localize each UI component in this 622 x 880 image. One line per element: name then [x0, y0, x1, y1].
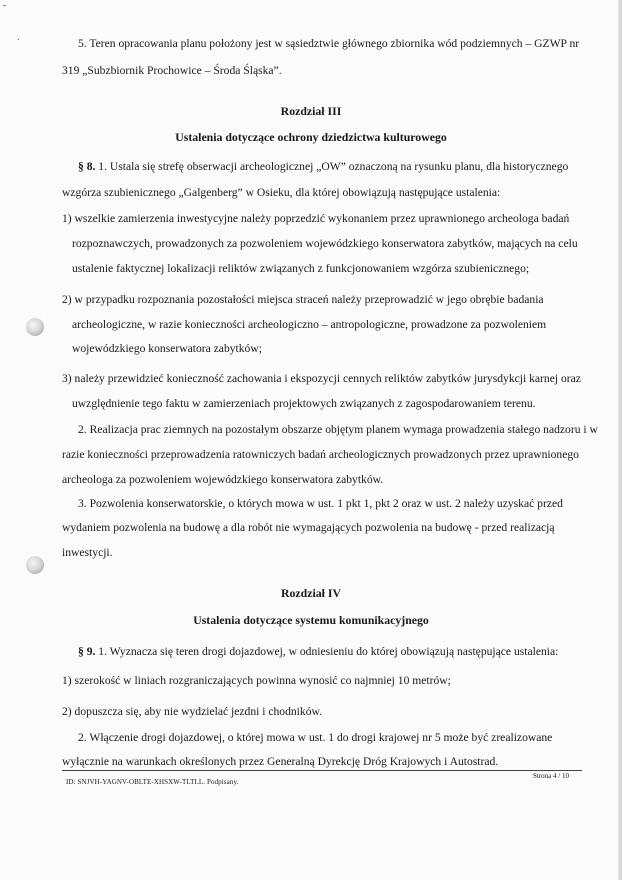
- paragraph-5-line-2: 319 „Subzbiornik Prochowice – Środa Śląska”.: [62, 64, 282, 77]
- section-8-intro-line-2: wzgórza szubienicznego „Galgenberg” w Osieku, dla której obowiązują następujące ustalenia:: [62, 186, 501, 199]
- section-9-intro-text: 1. Wyznacza się teren drogi dojazdowej, w odniesieniu do której obowiązują następujące ustalenia:: [98, 645, 559, 658]
- chapter-3-subtitle: Ustalenia dotyczące ochrony dziedzictwa kulturowego: [175, 130, 447, 144]
- footer-rule: [62, 770, 582, 771]
- section-8-p2-line-1: 2. Realizacja prac ziemnych na pozostałym obszarze objętym planem wymaga prowadzenia stałego nadzoru i w: [78, 423, 598, 436]
- section-8-p2-line-2: razie konieczności przeprowadzenia ratowniczych badań archeologicznych prowadzonych przez uprawnionego: [62, 448, 579, 461]
- chapter-3-title: Rozdział III: [280, 104, 342, 118]
- section-8-item-1-line-1: 1) wszelkie zamierzenia inwestycyjne należy poprzedzić wykonaniem przez uprawnionego archeologa badań: [62, 212, 570, 225]
- section-9-intro-line: [78, 645, 558, 659]
- section-8-p3-line-1: 3. Pozwolenia konserwatorskie, o których mowa w ust. 1 pkt 1, pkt 2 oraz w ust. 2 należy uzyskać przed: [78, 497, 563, 510]
- footer-page-number: Strona 4 / 10: [533, 772, 569, 780]
- section-8-item-3-line-2: uwzględnienie tego faktu w zamierzeniach projektowych związanych z zagospodarowaniem terenu.: [72, 397, 536, 410]
- section-8-item-3-line-1: 3) należy przewidzieć konieczność zachowania i ekspozycji cennych reliktów zabytków jurysdykcji karnej oraz: [62, 372, 581, 385]
- section-8-item-2-line-2: archeologiczne, w razie konieczności archeologiczno – antropologiczne, prowadzone za pozwoleniem: [72, 318, 547, 331]
- section-9-p2-line-1: 2. Włączenie drogi dojazdowej, o której mowa w ust. 1 do drogi krajowej nr 5 może być zrealizowane: [78, 731, 553, 744]
- chapter-4-title: Rozdział IV: [281, 586, 341, 600]
- section-8-marker: § 8.: [78, 160, 96, 173]
- chapter-4-subtitle: Ustalenia dotyczące systemu komunikacyjnego: [193, 613, 429, 627]
- section-9-item-1: 1) szerokość w liniach rozgraniczających powinna wynosić co najmniej 10 metrów;: [62, 674, 451, 687]
- section-8-item-1-line-3: ustalenie faktycznej lokalizacji reliktów związanych z funkcjonowaniem wzgórza szubienicznego;: [72, 262, 530, 275]
- footer-document-id: ID: SNJVH-YAGNV-OBLTE-XHSXW-TLTLL. Podpisany.: [66, 778, 239, 786]
- punch-hole-bottom: [26, 556, 44, 574]
- section-9-marker: § 9.: [78, 645, 96, 658]
- section-8-intro-line-1: [78, 160, 568, 174]
- section-8-p3-line-2: wydaniem pozwolenia na budowę a dla robót nie wymagających pozwolenia na budowę - przed realizacją: [62, 521, 555, 534]
- section-8-item-1-line-2: rozpoznawczych, prowadzonych za pozwoleniem wojewódzkiego konserwatora zabytków, mających na celu: [72, 237, 578, 250]
- section-8-item-2-line-1: 2) w przypadku rozpoznania pozostałości miejsca straceń należy przeprowadzić w jego obrębie badania: [62, 293, 544, 306]
- scan-mark-dash: -: [3, 0, 7, 11]
- paragraph-5-line-1: 5. Teren opracowania planu położony jest w sąsiedztwie głównego zbiornika wód podziemnych – GZWP nr: [78, 37, 580, 50]
- section-9-p2-line-2: wyłącznie na warunkach określonych przez Generalną Dyrekcję Dróg Krajowych i Autostrad.: [62, 755, 499, 768]
- section-8-p3-line-3: inwestycji.: [62, 546, 113, 559]
- section-8-intro-text: 1. Ustala się strefę obserwacji archeologicznej „OW” oznaczoną na rysunku planu, dla historycznego: [98, 160, 569, 173]
- scan-mark-dot: .: [17, 32, 20, 43]
- punch-hole-top: [26, 318, 44, 336]
- section-8-item-2-line-3: wojewódzkiego konserwatora zabytków;: [72, 342, 262, 355]
- section-8-p2-line-3: archeologa za pozwoleniem wojewódzkiego konserwatora zabytków.: [62, 473, 384, 486]
- section-9-item-2: 2) dopuszcza się, aby nie wydzielać jezdni i chodników.: [62, 705, 323, 718]
